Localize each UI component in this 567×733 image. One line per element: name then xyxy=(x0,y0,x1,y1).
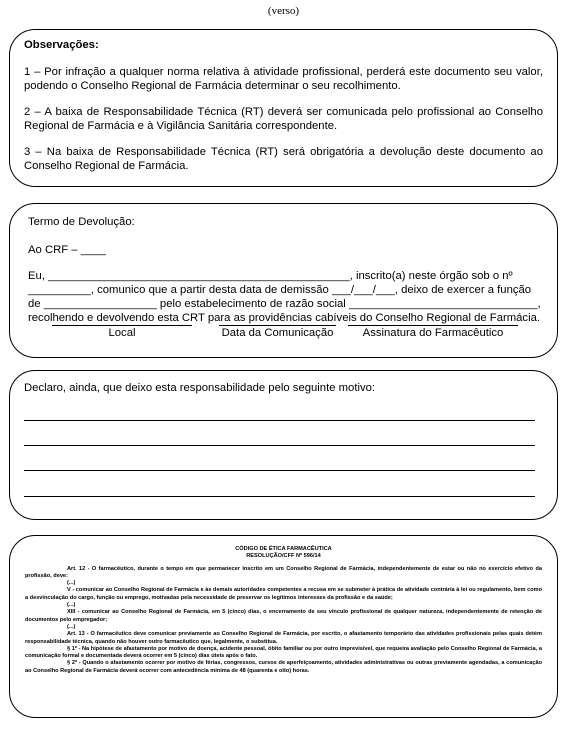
termo-title: Termo de Devolução: xyxy=(28,216,135,228)
codigo-paragrafo-2: § 2º - Quando o afastamento ocorrer por motivo de férias, congressos, cursos de aperfeiçoamento, atividades administrativas ou outras previamente agendadas, a comunicação ao Conselho Regional de Farmácia deverá ocorrer com antecedência mínima de 48 (quarenta e oito) horas. xyxy=(25,660,542,674)
observacao-item-2: 2 – A baixa de Responsabilidade Técnica (RT) deverá ser comunicada pelo profissional ao Conselho Regional de Farmácia e à Vigilância Sanitária correspondente. xyxy=(24,106,543,132)
signature-local[interactable] xyxy=(52,325,192,339)
termo-line-4: recolhendo e devolvendo esta CRT para as providências cabíveis do Conselho Regional de Farmácia. xyxy=(28,312,541,324)
codigo-art-12: Art. 12 - O farmacêutico, durante o tempo em que permanecer inscrito em um Conselho Regional de Farmácia, independentemente de estar ou não no exercício efetivo da profissão, deve: xyxy=(25,565,542,579)
termo-line-1: Eu, ________________________________________________, inscrito(a) neste órgão sob o nº xyxy=(28,270,513,282)
observacoes-title: Observações: xyxy=(24,39,99,51)
observacao-item-1: 1 – Por infração a qualquer norma relativa à atividade profissional, perderá este documento seu valor, podendo o Conselho Regional de Farmácia determinar o seu recolhimento. xyxy=(24,66,543,92)
termo-devolucao-box xyxy=(9,203,558,358)
codigo-etica-box xyxy=(9,535,558,718)
signature-date[interactable] xyxy=(219,325,336,339)
termo-line-2: __________, comunico que a partir desta data de demissão ___/___/___, deixo de exercer a função xyxy=(28,284,532,296)
signature-local-label: Local xyxy=(108,327,136,339)
codigo-title: CÓDIGO DE ÉTICA FARMACÊUTICA xyxy=(235,546,332,552)
motivo-line-3[interactable] xyxy=(24,470,535,471)
motivo-line-4[interactable] xyxy=(24,496,535,497)
codigo-art-13: Art. 13 - O farmacêutico deve comunicar previamente ao Conselho Regional de Farmácia, por escrito, o afastamento temporário das atividades profissionais pelas quais detém responsabilidade técnica, quando não houver outro farmacêutico que, legalmente, o substitua. xyxy=(25,631,542,645)
codigo-inciso-xiii: XIII - comunicar ao Conselho Regional de Farmácia, em 5 (cinco) dias, o encerramento de seu vínculo profissional de qualquer natureza, independentemente de retenção de documentos pelo empregador; xyxy=(25,609,542,623)
observacoes-box xyxy=(9,29,558,187)
motivo-line-1[interactable] xyxy=(24,420,535,421)
page-side-label: (verso) xyxy=(267,5,300,17)
signature-date-label: Data da Comunicação xyxy=(221,327,334,339)
declaracao-box xyxy=(9,370,558,520)
signature-pharmacist-label: Assinatura do Farmacêutico xyxy=(362,327,504,339)
codigo-subtitle: RESOLUÇÃO/CFF Nº 596/14 xyxy=(246,553,321,560)
declaracao-text: Declaro, ainda, que deixo esta responsabilidade pelo seguinte motivo: xyxy=(24,382,376,394)
codigo-inciso-v: V - comunicar ao Conselho Regional de Farmácia e às demais autoridades competentes a recusa em se submeter à prática de atividade contrária à lei ou regulamento, bem como a desvinculação do cargo, função ou emprego, motivadas pela necessidade de preservar os legítimos interesses da profissão e da saúde; xyxy=(25,587,542,601)
codigo-ellipsis-2: (...) xyxy=(67,602,76,609)
signature-pharmacist[interactable] xyxy=(348,325,518,339)
observacao-item-3: 3 – Na baixa de Responsabilidade Técnica (RT) será obrigatória a devolução deste documento ao Conselho Regional de Farmácia. xyxy=(24,146,543,172)
termo-line-3: de __________________ pelo estabelecimento de razão social ______________________________, xyxy=(28,298,541,310)
motivo-line-2[interactable] xyxy=(24,445,535,446)
codigo-ellipsis-1: (...) xyxy=(67,580,76,587)
codigo-paragrafo-1: § 1º - Na hipótese de afastamento por motivo de doença, acidente pessoal, óbito familiar ou por outro imprevisível, que requeira avaliação pelo Conselho Regional de Farmácia, a comunicação formal e documentada deverá ocorrer em 5 (cinco) dias úteis após o fato. xyxy=(25,645,542,660)
codigo-ellipsis-3: (...) xyxy=(67,623,76,630)
termo-crf-field[interactable]: Ao CRF – ____ xyxy=(28,244,106,256)
